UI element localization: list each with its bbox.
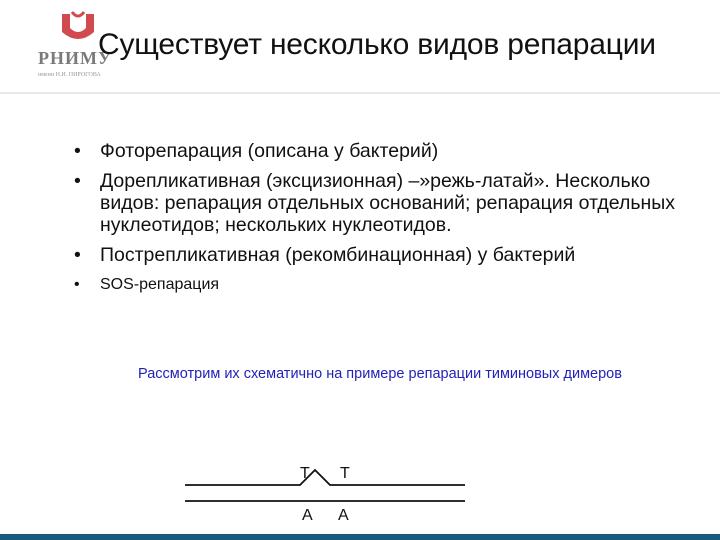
header-divider bbox=[0, 92, 720, 94]
bullet-item: • Пострепликативная (рекомбинационная) у бактерий bbox=[74, 244, 684, 266]
base-label-bottom-right: A bbox=[338, 507, 349, 524]
bullet-list bbox=[74, 140, 684, 304]
base-label-bottom-left: A bbox=[302, 507, 313, 524]
slide-header bbox=[0, 0, 720, 92]
logo-subtitle: имени Н.И. ПИРОГОВА bbox=[38, 72, 101, 78]
bullet-item: • SOS-репарация bbox=[74, 274, 684, 296]
dna-top-strand bbox=[185, 470, 465, 485]
footer-bar bbox=[0, 534, 720, 540]
base-label-top-right: T bbox=[340, 465, 350, 482]
bullet-item: • Дорепликативная (эксцизионная) –»режь-латай». Несколько видов: репарация отдельных оснований; репарация отдельных нуклеотидов; нескольких нуклеотидов. bbox=[74, 170, 684, 236]
base-label-top-left: T bbox=[300, 465, 310, 482]
bullet-item: • Фоторепарация (описана у бактерий) bbox=[74, 140, 684, 162]
logo-emblem-icon bbox=[58, 10, 98, 44]
slide-title: Существует несколько видов репарации bbox=[98, 28, 656, 61]
thymine-dimer-diagram bbox=[180, 450, 480, 530]
diagram-caption: Рассмотрим их схематично на примере репарации тиминовых димеров bbox=[138, 366, 622, 382]
logo-name: РНИМУ bbox=[38, 48, 113, 68]
